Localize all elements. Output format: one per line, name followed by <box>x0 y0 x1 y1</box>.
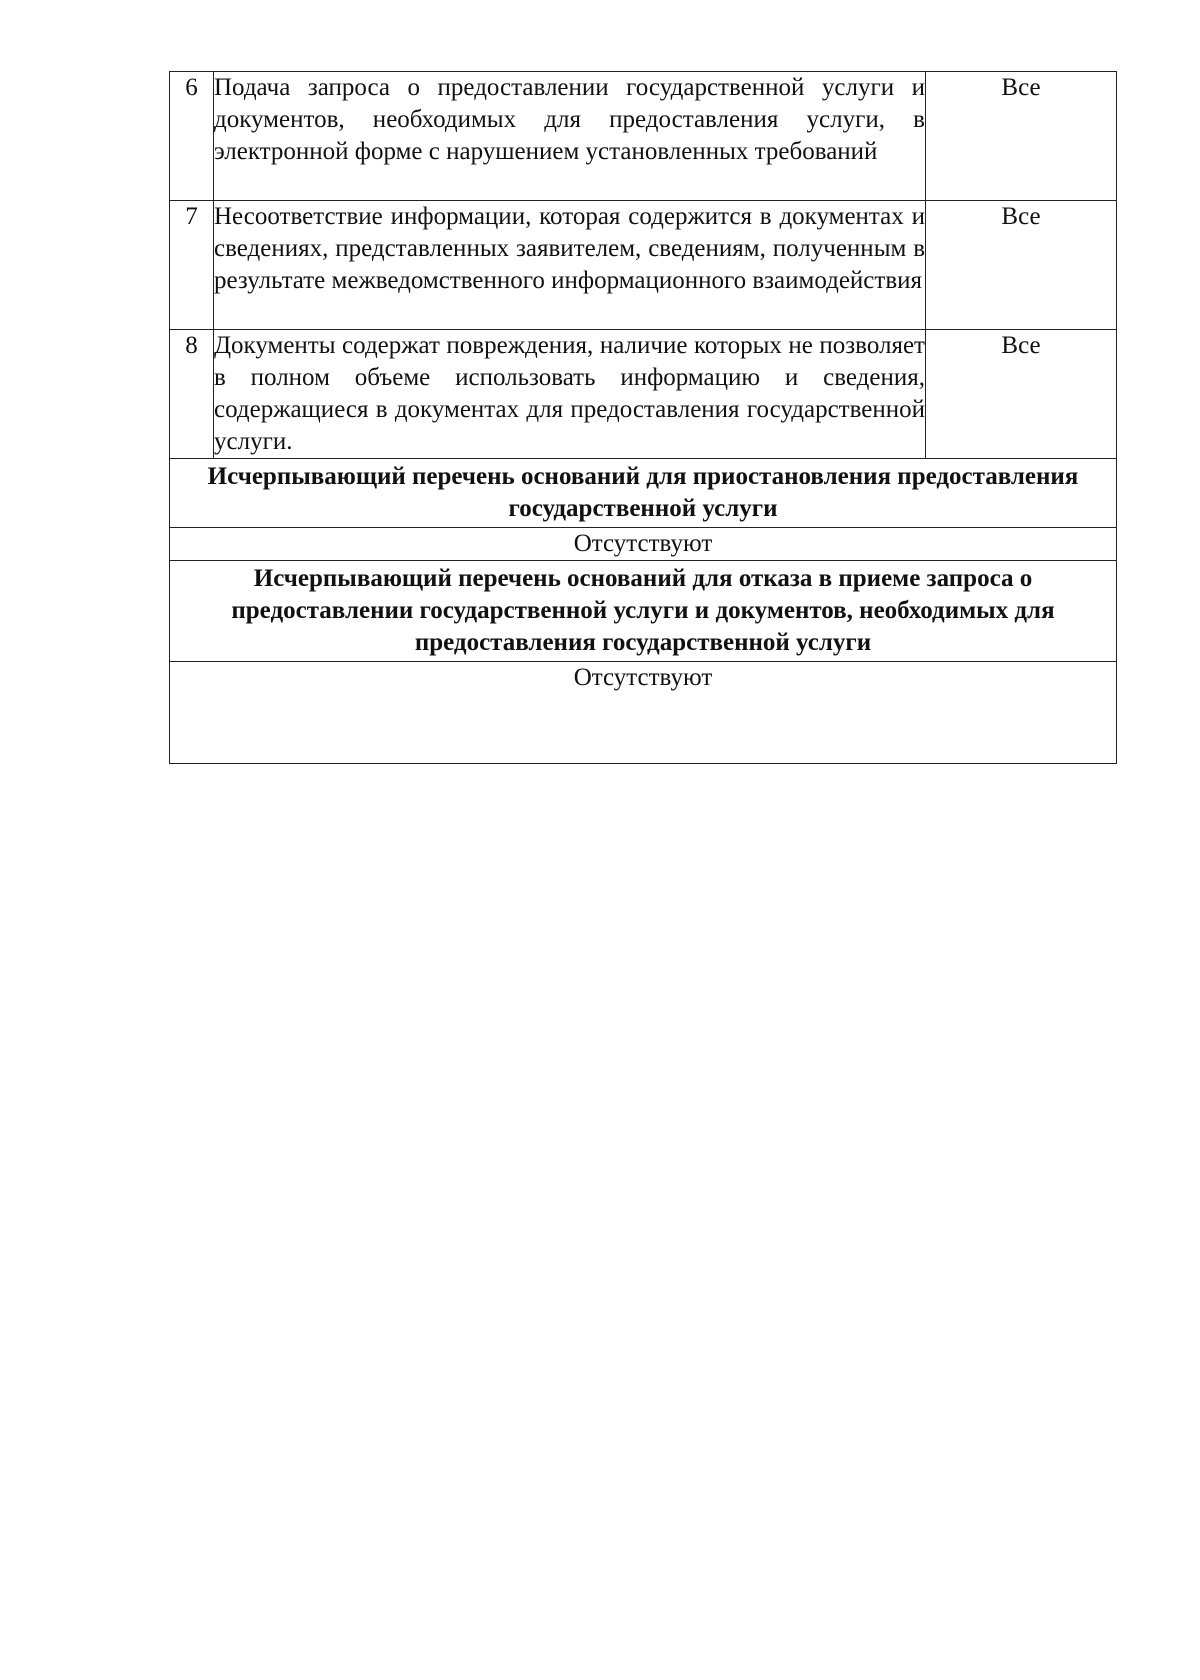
refusal-value: Отсутствуют <box>170 662 1117 764</box>
suspension-heading: Исчерпывающий перечень оснований для приостановления предоставления государственной услуги <box>170 459 1117 528</box>
row-description: Документы содержат повреждения, наличие которых не позволяет в полном объеме использовать информацию и сведения, содержащиеся в документах для предоставления государственной услуги. <box>214 330 926 459</box>
table-row <box>170 72 1117 201</box>
suspension-value: Отсутствуют <box>170 528 1117 561</box>
table-row <box>170 330 1117 459</box>
suspension-heading-row <box>170 459 1117 528</box>
refusal-heading-row <box>170 561 1117 662</box>
row-number: 7 <box>170 201 214 330</box>
grounds-table <box>169 71 1117 764</box>
refusal-heading: Исчерпывающий перечень оснований для отказа в приеме запроса о предоставлении государственной услуги и документов, необходимых для предоставления государственной услуги <box>170 561 1117 662</box>
row-number: 6 <box>170 72 214 201</box>
row-scope: Все <box>926 201 1117 330</box>
row-description: Несоответствие информации, которая содержится в документах и сведениях, представленных заявителем, сведениям, полученным в результате межведомственного информационного взаимодействия <box>214 201 926 330</box>
refusal-value-row <box>170 662 1117 764</box>
table-row <box>170 201 1117 330</box>
row-scope: Все <box>926 72 1117 201</box>
row-scope: Все <box>926 330 1117 459</box>
row-description: Подача запроса о предоставлении государственной услуги и документов, необходимых для предоставления услуги, в электронной форме с нарушением установленных требований <box>214 72 926 201</box>
row-number: 8 <box>170 330 214 459</box>
suspension-value-row <box>170 528 1117 561</box>
